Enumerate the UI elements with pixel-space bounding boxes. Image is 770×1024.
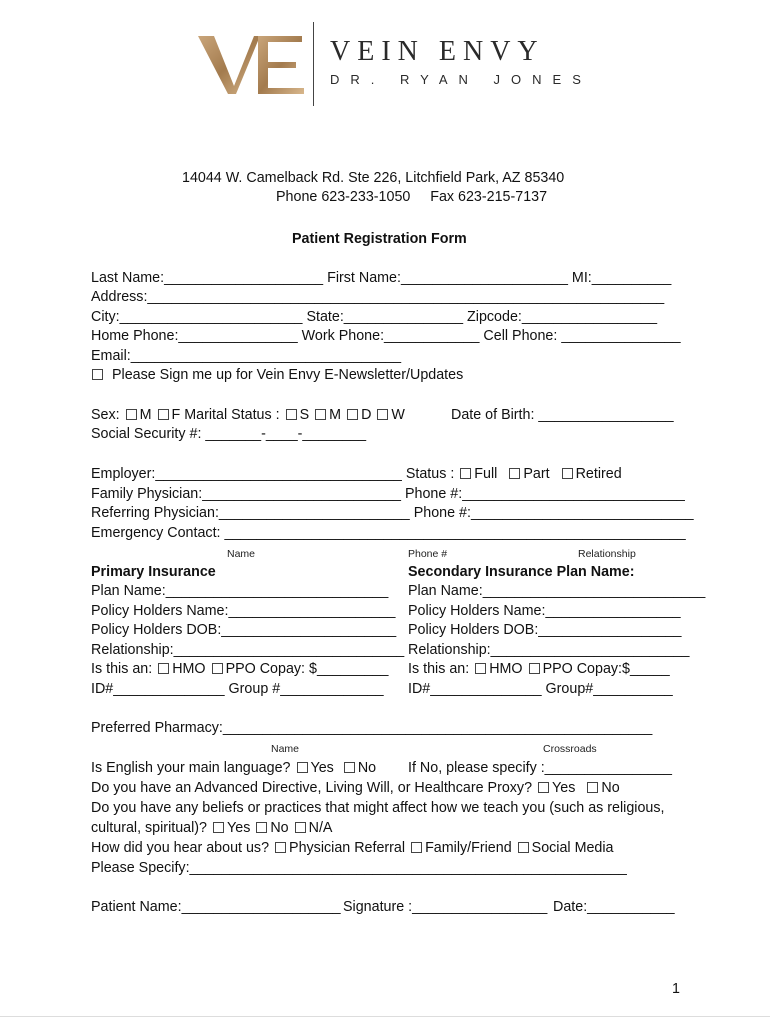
pharmacy-caption-name: Name xyxy=(271,743,300,755)
hear-social-label: Social Media xyxy=(531,840,614,856)
address-line[interactable]: Address:_________________________________________________________________ xyxy=(91,289,665,305)
beliefs-no-checkbox[interactable] xyxy=(256,822,267,833)
primary-plan-name[interactable]: Plan Name:____________________________ xyxy=(91,583,389,599)
marital-w-checkbox[interactable] xyxy=(377,409,388,420)
status-retired-label: Retired xyxy=(575,466,622,482)
beliefs-question-line1: Do you have any beliefs or practices that might affect how we teach you (such as religious, xyxy=(91,800,665,816)
advance-no-label: No xyxy=(601,780,620,796)
primary-hmo-checkbox[interactable] xyxy=(158,663,169,674)
sex-m-checkbox[interactable] xyxy=(126,409,137,420)
email-line[interactable]: Email:__________________________________ xyxy=(91,348,402,364)
primary-relationship[interactable]: Relationship:_____________________________ xyxy=(91,642,405,658)
beliefs-yes-checkbox[interactable] xyxy=(213,822,224,833)
beliefs-na-label: N/A xyxy=(308,820,333,836)
page-bottom-edge xyxy=(0,1016,770,1017)
primary-ppo-checkbox[interactable] xyxy=(212,663,223,674)
marital-m-checkbox[interactable] xyxy=(315,409,326,420)
marital-d-checkbox[interactable] xyxy=(347,409,358,420)
sex-m-label: M xyxy=(139,407,152,423)
ssn-field[interactable]: Social Security #: _______-____-________ xyxy=(91,426,367,442)
beliefs-no-label: No xyxy=(270,820,289,836)
hear-social-checkbox[interactable] xyxy=(518,842,529,853)
secondary-relationship[interactable]: Relationship:_________________________ xyxy=(408,642,690,658)
primary-holders-name[interactable]: Policy Holders Name:_____________________ xyxy=(91,603,396,619)
marital-s-label: S xyxy=(299,407,310,423)
caption-phone: Phone # xyxy=(408,548,448,560)
ve-monogram-icon xyxy=(198,32,306,96)
brand-name: VEIN ENVY xyxy=(330,36,545,67)
english-yes-checkbox[interactable] xyxy=(297,762,308,773)
marital-m-label: M xyxy=(329,407,342,423)
vein-envy-logo-mark xyxy=(198,32,306,96)
marital-d-label: D xyxy=(361,407,372,423)
beliefs-na-checkbox[interactable] xyxy=(295,822,306,833)
please-specify-line[interactable]: Please Specify:_______________________________________________________ xyxy=(91,860,627,876)
preferred-pharmacy-line[interactable]: Preferred Pharmacy:______________________________________________________ xyxy=(91,720,653,736)
secondary-plan-type-row xyxy=(408,660,688,680)
primary-hmo-label: HMO xyxy=(172,661,206,677)
signature-field[interactable]: Signature :_________________ xyxy=(343,899,548,915)
secondary-isthis-label: Is this an: xyxy=(408,661,470,677)
doctor-name: DR. RYAN JONES xyxy=(330,72,592,87)
secondary-holders-dob[interactable]: Policy Holders DOB:__________________ xyxy=(408,622,682,638)
english-no-checkbox[interactable] xyxy=(344,762,355,773)
advance-directive-row xyxy=(91,779,691,799)
english-specify-field[interactable]: If No, please specify :________________ xyxy=(408,760,672,776)
secondary-ppo-copay[interactable]: PPO Copay:$_____ xyxy=(542,661,670,677)
beliefs-row xyxy=(91,819,691,839)
secondary-hmo-checkbox[interactable] xyxy=(475,663,486,674)
status-part-checkbox[interactable] xyxy=(509,468,520,479)
phones-line[interactable]: Home Phone:_______________ Work Phone:____________ Cell Phone: _______________ xyxy=(91,328,681,344)
name-line[interactable]: Last Name:____________________ First Name:_____________________ MI:__________ xyxy=(91,270,672,286)
beliefs-question-line2: cultural, spiritual)? xyxy=(91,820,208,836)
marital-s-checkbox[interactable] xyxy=(286,409,297,420)
patient-name-field[interactable]: Patient Name:____________________ xyxy=(91,899,341,915)
status-full-checkbox[interactable] xyxy=(460,468,471,479)
sex-f-checkbox[interactable] xyxy=(158,409,169,420)
advance-no-checkbox[interactable] xyxy=(587,782,598,793)
referring-physician-line[interactable]: Referring Physician:________________________ Phone #:____________________________ xyxy=(91,505,694,521)
pharmacy-caption-crossroads: Crossroads xyxy=(543,743,597,755)
hear-physician-label: Physician Referral xyxy=(289,840,406,856)
status-retired-checkbox[interactable] xyxy=(562,468,573,479)
secondary-ppo-checkbox[interactable] xyxy=(529,663,540,674)
hear-family-label: Family/Friend xyxy=(425,840,512,856)
marital-w-label: W xyxy=(391,407,405,423)
caption-name: Name xyxy=(227,548,256,560)
beliefs-yes-label: Yes xyxy=(227,820,251,836)
english-yes-label: Yes xyxy=(310,760,334,776)
newsletter-label: Please Sign me up for Vein Envy E-Newsletter/Updates xyxy=(112,367,464,383)
city-state-zip-line[interactable]: City:_______________________ State:_______________ Zipcode:_________________ xyxy=(91,309,658,325)
newsletter-checkbox[interactable] xyxy=(92,369,103,380)
primary-ppo-copay[interactable]: PPO Copay: $_________ xyxy=(225,661,389,677)
secondary-id-group[interactable]: ID#______________ Group#__________ xyxy=(408,681,673,697)
primary-isthis-label: Is this an: xyxy=(91,661,153,677)
logo-divider xyxy=(313,22,314,106)
hear-about-row xyxy=(91,839,691,859)
dob-field[interactable]: Date of Birth: _________________ xyxy=(451,407,674,423)
secondary-insurance-heading: Secondary Insurance Plan Name: xyxy=(408,564,635,580)
sex-f-marital-label: F Marital Status : xyxy=(171,407,280,423)
emergency-contact-line[interactable]: Emergency Contact: __________________________________________________________ xyxy=(91,525,686,541)
status-full-label: Full xyxy=(474,466,498,482)
status-part-label: Part xyxy=(523,466,550,482)
hear-physician-checkbox[interactable] xyxy=(275,842,286,853)
advance-yes-checkbox[interactable] xyxy=(538,782,549,793)
employer-field[interactable]: Employer:_______________________________ Status : xyxy=(91,466,455,482)
secondary-plan-name[interactable]: Plan Name:____________________________ xyxy=(408,583,706,599)
form-title: Patient Registration Form xyxy=(292,231,467,247)
clinic-phones: Phone 623-233-1050 Fax 623-215-7137 xyxy=(276,189,548,205)
page-number: 1 xyxy=(672,981,680,997)
secondary-holders-name[interactable]: Policy Holders Name:_________________ xyxy=(408,603,681,619)
primary-id-group[interactable]: ID#______________ Group #_____________ xyxy=(91,681,384,697)
hear-about-question: How did you hear about us? xyxy=(91,840,270,856)
hear-family-checkbox[interactable] xyxy=(411,842,422,853)
family-physician-line[interactable]: Family Physician:_________________________ Phone #:____________________________ xyxy=(91,486,685,502)
primary-insurance-heading: Primary Insurance xyxy=(91,564,216,580)
employer-row xyxy=(91,465,691,485)
primary-plan-type-row xyxy=(91,660,391,680)
caption-relationship: Relationship xyxy=(578,548,636,560)
english-no-label: No xyxy=(357,760,377,776)
date-field[interactable]: Date:___________ xyxy=(553,899,675,915)
secondary-hmo-label: HMO xyxy=(489,661,523,677)
newsletter-row xyxy=(86,366,686,386)
primary-holders-dob[interactable]: Policy Holders DOB:______________________ xyxy=(91,622,397,638)
advance-yes-label: Yes xyxy=(552,780,576,796)
sex-label: Sex: xyxy=(91,407,120,423)
clinic-address: 14044 W. Camelback Rd. Ste 226, Litchfield Park, AZ 85340 xyxy=(182,170,565,186)
advance-directive-question: Do you have an Advanced Directive, Living Will, or Healthcare Proxy? xyxy=(91,780,533,796)
english-question: Is English your main language? xyxy=(91,760,291,776)
